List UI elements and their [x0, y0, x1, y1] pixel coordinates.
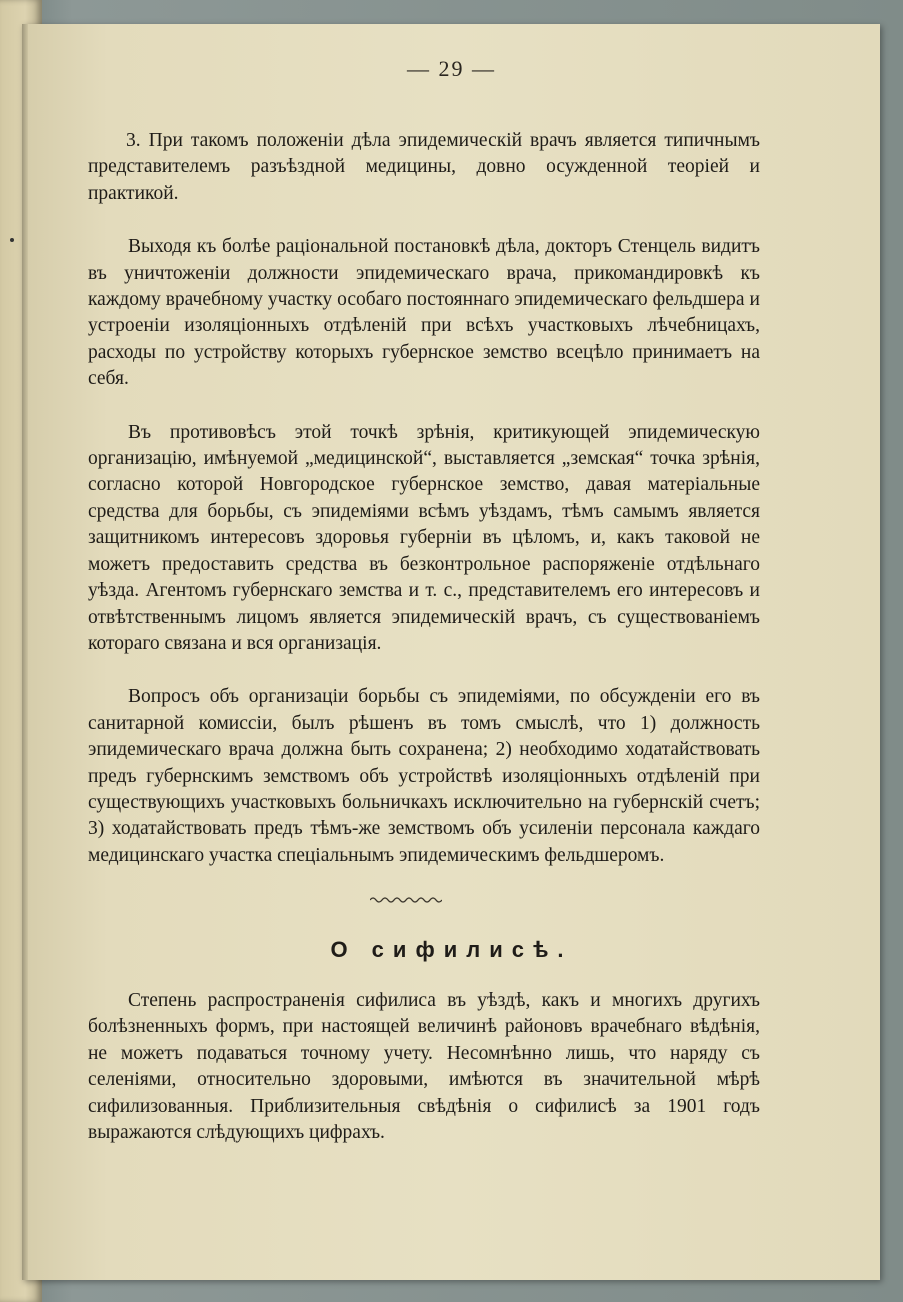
- paragraph-3: Въ противовѣсъ этой точкѣ зрѣнія, критикующей эпидемическую организацію, имѣнуемой „медицинской“, выставляется „земская“ точка зрѣнія, согласно которой Новгородское губернское земство, давая матеріальные средства для борьбы, съ эпидеміями всѣмъ уѣздамъ, тѣмъ самымъ является защитникомъ интересовъ здоровья губерніи въ цѣломъ, и, какъ таковой не можетъ предоставить средства въ безконтрольное распоряженіе отдѣльнаго уѣзда. Агентомъ губернскаго земства и т. с., представителемъ его интересовъ и отвѣтственнымъ лицомъ является эпидемическій врачъ, съ существованіемъ котораго связана и вся организація.: [88, 421, 760, 654]
- paragraph-5: Степень распространенія сифилиса въ уѣздѣ, какъ и многихъ другихъ болѣзненныхъ формъ, при настоящей величинѣ районовъ врачебнаго вѣдѣнія, не можетъ подаваться точному учету. Несомнѣнно лишь, что наряду съ селеніями, относительно здоровыми, имѣются въ значительной мѣрѣ сифилизованныя. Приблизительныя свѣдѣнія о сифилисѣ за 1901 годъ выражаются слѣдующихъ цифрахъ.: [88, 990, 760, 1144]
- paragraph-2: Выходя къ болѣе раціональной постановкѣ дѣла, докторъ Стенцель видитъ въ уничтоженіи должности эпидемическаго врача, прикомандировкѣ къ каждому врачебному участку особаго постояннаго эпидемическаго фельдшера и устроеніи изоляціонныхъ отдѣленій при всѣхъ участковыхъ лѣчебницахъ, расходы по устройству которыхъ губернское земство всецѣло принимаетъ на себя.: [88, 236, 760, 390]
- paragraph-1: 3. При такомъ положеніи дѣла эпидемическій врачъ является типичнымъ представителемъ разъѣздной медицины, довно осужденной теоріей и практикой.: [88, 130, 760, 204]
- body-text: [88, 128, 760, 896]
- spine-mark: [10, 238, 14, 242]
- wavy-divider-icon: [370, 895, 442, 905]
- section-heading: О сифилисѣ.: [330, 937, 573, 962]
- page-gutter: [22, 24, 28, 1280]
- page-number: — 29 —: [407, 56, 496, 81]
- paragraph-4: Вопросъ объ организаціи борьбы съ эпидеміями, по обсужденіи его въ санитарной комиссіи, былъ рѣшенъ въ томъ смыслѣ, что 1) должность эпидемическаго врача должна быть сохранена; 2) необходимо ходатайствовать предъ губернскимъ земствомъ объ устройствѣ изоляціонныхъ отдѣленій при существующихъ участковыхъ больничкахъ исключительно на губернскій счетъ; 3) ходатайствовать предъ тѣмъ-же земствомъ объ усиленіи персонала каждаго медицинскаго участка спеціальнымъ эпидемическимъ фельдшеромъ.: [88, 686, 760, 866]
- body-text-2: [88, 988, 760, 1173]
